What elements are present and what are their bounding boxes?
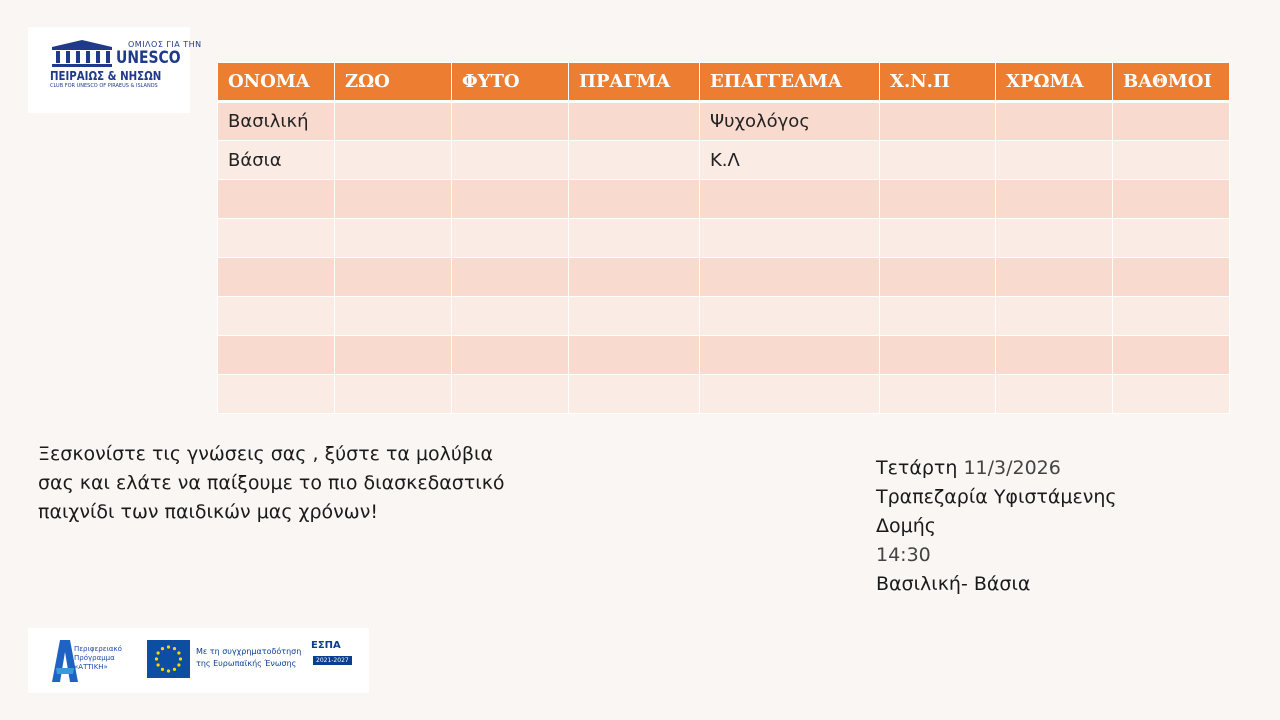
eu-cofunding-text [196,646,301,670]
cell-color [996,336,1113,375]
cell-color [996,141,1113,180]
temple-icon [50,39,114,69]
eu-flag-icon [147,640,190,678]
cell-profession [700,297,880,336]
cell-name: Βασιλική [218,102,335,141]
cell-profession [700,219,880,258]
table-header-row [218,63,1230,102]
cell-country-city [880,141,996,180]
espa-years: 2021-2027 [313,656,352,665]
game-table [217,62,1230,414]
cell-name [218,297,335,336]
header-name: ΟΝΟΜΑ [218,63,335,102]
event-date-line [876,454,1176,483]
cell-points [1113,336,1230,375]
event-day: Τετάρτη [876,457,958,479]
cell-country-city [880,336,996,375]
cell-name [218,336,335,375]
region-line-2: Πρόγραμμα [74,654,115,662]
cell-points [1113,219,1230,258]
espa-title: ΕΣΠΑ [311,640,341,651]
logo-sub-text: ΠΕΙΡΑΙΩΣ & ΝΗΣΩΝ [50,69,162,83]
header-color: ΧΡΩΜΑ [996,63,1113,102]
cell-profession [700,180,880,219]
cell-color [996,258,1113,297]
table-row [218,297,1230,336]
cell-color [996,375,1113,414]
event-info [876,454,1176,599]
cell-animal [335,102,452,141]
cell-animal [335,219,452,258]
cell-points [1113,141,1230,180]
cell-thing [569,297,700,336]
cell-country-city [880,219,996,258]
header-animal: ΖΩΟ [335,63,452,102]
header-points: ΒΑΘΜΟΙ [1113,63,1230,102]
unesco-club-logo [28,27,202,113]
table-row [218,375,1230,414]
cell-name [218,180,335,219]
cell-name [218,219,335,258]
event-time: 14:30 [876,544,931,566]
cell-animal [335,375,452,414]
cell-country-city [880,375,996,414]
cell-points [1113,180,1230,219]
cell-profession [700,375,880,414]
cell-color [996,297,1113,336]
header-profession: ΕΠΑΓΓΕΛΜΑ [700,63,880,102]
event-date: 11/3/2026 [963,457,1061,479]
cell-country-city [880,180,996,219]
cell-animal [335,141,452,180]
logo-main-text: UNESCO [116,48,181,68]
cell-profession: Ψυχολόγος [700,102,880,141]
cell-thing [569,375,700,414]
cell-points [1113,297,1230,336]
header-country-city: Χ.Ν.Π [880,63,996,102]
cell-animal [335,297,452,336]
cell-plant [452,336,569,375]
table-row [218,102,1230,141]
cell-name [218,258,335,297]
cell-country-city [880,297,996,336]
sponsor-banner [28,628,369,693]
table-row [218,258,1230,297]
cell-animal [335,180,452,219]
cell-animal [335,336,452,375]
eu-line-1: Με τη συγχρηματοδότηση [196,647,302,656]
cell-color [996,219,1113,258]
cell-plant [452,141,569,180]
cell-points [1113,258,1230,297]
cell-plant [452,375,569,414]
cell-color [996,102,1113,141]
espa-logo [309,640,353,680]
cell-profession: Κ.Λ [700,141,880,180]
cell-thing [569,102,700,141]
cell-thing [569,219,700,258]
header-thing: ΠΡΑΓΜΑ [569,63,700,102]
cell-plant [452,180,569,219]
cell-name: Βάσια [218,141,335,180]
cell-plant [452,297,569,336]
cell-country-city [880,102,996,141]
cell-profession [700,336,880,375]
cell-thing [569,258,700,297]
table-row [218,219,1230,258]
cell-profession [700,258,880,297]
cell-points [1113,375,1230,414]
event-place: Τραπεζαρία Υφιστάμενης Δομής [876,486,1117,537]
region-line-1: Περιφερειακό [74,645,122,653]
table-row [218,141,1230,180]
cell-thing [569,336,700,375]
region-line-3: «ΑΤΤΙΚΗ» [74,663,108,671]
cell-name [218,375,335,414]
cell-thing [569,141,700,180]
invitation-text: Ξεσκονίστε τις γνώσεις σας , ξύστε τα μολύβια σας και ελάτε να παίξουμε το πιο διασκεδαστικό παιχνίδι των παιδικών μας χρόνων! [38,443,505,523]
region-program-text [74,645,122,672]
header-plant: ΦΥΤΟ [452,63,569,102]
cell-country-city [880,258,996,297]
logo-top-text: ΟΜΙΛΟΣ ΓΙΑ ΤΗΝ [128,40,202,49]
logo-foot-text: CLUB FOR UNESCO OF PIRAEUS & ISLANDS [50,83,158,89]
table-row [218,180,1230,219]
table-row [218,336,1230,375]
cell-plant [452,102,569,141]
cell-points [1113,102,1230,141]
cell-color [996,180,1113,219]
cell-thing [569,180,700,219]
cell-animal [335,258,452,297]
cell-plant [452,258,569,297]
cell-plant [452,219,569,258]
event-organizers: Βασιλική- Βάσια [876,573,1031,595]
eu-line-2: της Ευρωπαϊκής Ένωσης [196,659,297,668]
